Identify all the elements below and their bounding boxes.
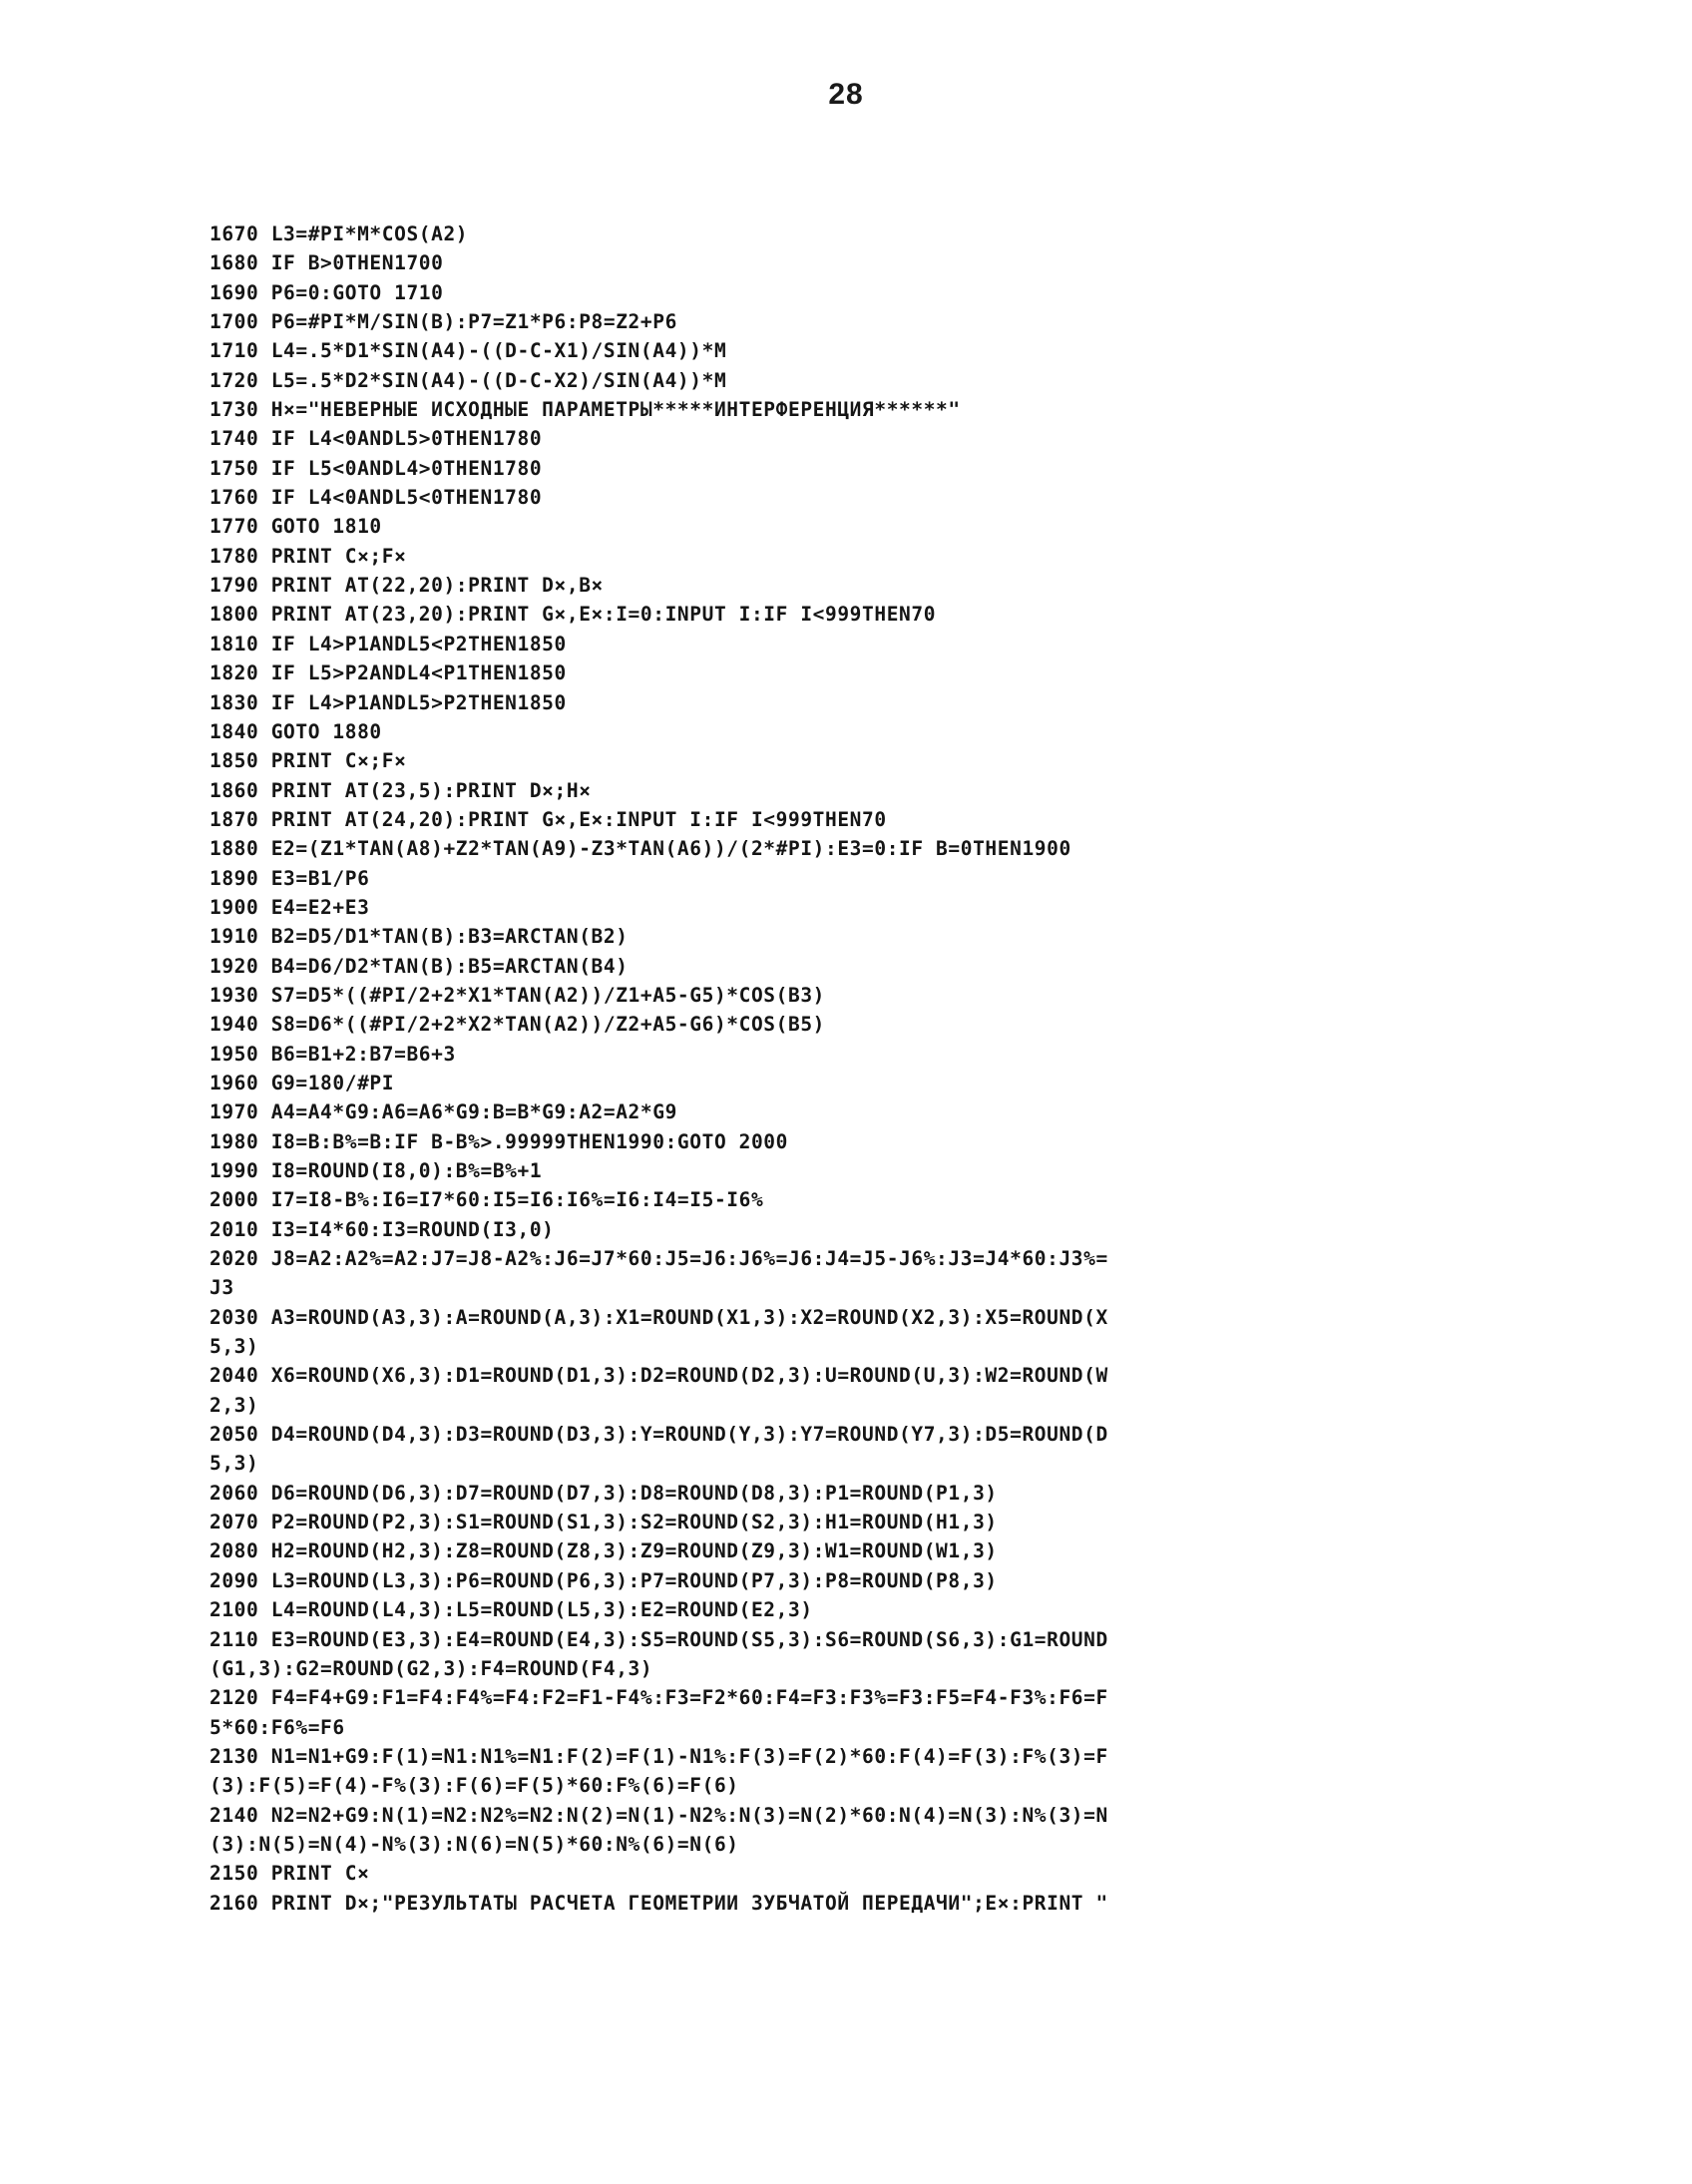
code-line: 2050 D4=ROUND(D4,3):D3=ROUND(D3,3):Y=ROUND(Y,3):Y7=ROUND(Y7,3):D5=ROUND(D xyxy=(210,1423,1108,1447)
code-line: 1810 IF L4>P1ANDL5<P2THEN1850 xyxy=(210,632,567,655)
code-line: 2040 X6=ROUND(X6,3):D1=ROUND(D1,3):D2=ROUND(D2,3):U=ROUND(U,3):W2=ROUND(W xyxy=(210,1364,1108,1388)
code-line: 1920 B4=D6/D2*TAN(B):B5=ARCTAN(B4) xyxy=(210,954,629,978)
code-line: 2100 L4=ROUND(L4,3):L5=ROUND(L5,3):E2=ROUND(E2,3) xyxy=(210,1598,813,1622)
code-line: 1830 IF L4>P1ANDL5>P2THEN1850 xyxy=(210,690,567,714)
code-line: 1870 PRINT AT(24,20):PRINT G×,E×:INPUT I:IF I<999THEN70 xyxy=(210,807,887,831)
code-line: 2090 L3=ROUND(L3,3):P6=ROUND(P6,3):P7=ROUND(P7,3):P8=ROUND(P8,3) xyxy=(210,1568,998,1592)
code-line: 1670 L3=#PI*M*COS(A2) xyxy=(210,222,469,245)
code-line: 1820 IF L5>P2ANDL4<P1THEN1850 xyxy=(210,661,567,685)
code-line: 1720 L5=.5*D2*SIN(A4)-((D-C-X2)/SIN(A4))*M xyxy=(210,368,727,392)
code-line: 5,3) xyxy=(210,1452,259,1476)
code-line: 1800 PRINT AT(23,20):PRINT G×,E×:I=0:INPUT I:IF I<999THEN70 xyxy=(210,603,937,627)
code-line: 2110 E3=ROUND(E3,3):E4=ROUND(E4,3):S5=ROUND(S5,3):S6=ROUND(S6,3):G1=ROUND xyxy=(210,1627,1108,1651)
code-line: (3):F(5)=F(4)-F%(3):F(6)=F(5)*60:F%(6)=F(6) xyxy=(210,1774,739,1798)
code-line: 1910 B2=D5/D1*TAN(B):B3=ARCTAN(B2) xyxy=(210,925,629,949)
basic-program-listing xyxy=(210,219,1496,1918)
code-line: 2,3) xyxy=(210,1393,259,1417)
code-line: 2150 PRINT C× xyxy=(210,1862,370,1886)
code-line: 2140 N2=N2+G9:N(1)=N2:N2%=N2:N(2)=N(1)-N2%:N(3)=N(2)*60:N(4)=N(3):N%(3)=N xyxy=(210,1803,1108,1827)
code-line: (G1,3):G2=ROUND(G2,3):F4=ROUND(F4,3) xyxy=(210,1656,653,1680)
code-line: (3):N(5)=N(4)-N%(3):N(6)=N(5)*60:N%(6)=N(6) xyxy=(210,1832,739,1856)
code-line: 5,3) xyxy=(210,1335,259,1359)
code-line: 1780 PRINT C×;F× xyxy=(210,544,407,568)
code-line: 2000 I7=I8-B%:I6=I7*60:I5=I6:I6%=I6:I4=I5-I6% xyxy=(210,1188,764,1212)
code-line: 2130 N1=N1+G9:F(1)=N1:N1%=N1:F(2)=F(1)-N1%:F(3)=F(2)*60:F(4)=F(3):F%(3)=F xyxy=(210,1744,1108,1768)
code-line: 1710 L4=.5*D1*SIN(A4)-((D-C-X1)/SIN(A4))*M xyxy=(210,339,727,363)
code-line: 1690 P6=0:GOTO 1710 xyxy=(210,280,444,304)
code-line: 2120 F4=F4+G9:F1=F4:F4%=F4:F2=F1-F4%:F3=F2*60:F4=F3:F3%=F3:F5=F4-F3%:F6=F xyxy=(210,1686,1108,1710)
code-line: 1860 PRINT AT(23,5):PRINT D×;H× xyxy=(210,778,592,802)
code-line: 1740 IF L4<0ANDL5>0THEN1780 xyxy=(210,427,543,451)
code-line: 1840 GOTO 1880 xyxy=(210,719,382,743)
code-line: 2010 I3=I4*60:I3=ROUND(I3,0) xyxy=(210,1217,555,1241)
code-line: J3 xyxy=(210,1276,234,1300)
code-line: 2020 J8=A2:A2%=A2:J7=J8-A2%:J6=J7*60:J5=J6:J6%=J6:J4=J5-J6%:J3=J4*60:J3%= xyxy=(210,1247,1108,1271)
code-line: 1990 I8=ROUND(I8,0):B%=B%+1 xyxy=(210,1159,543,1182)
code-line: 1960 G9=180/#PI xyxy=(210,1071,395,1094)
code-line: 1760 IF L4<0ANDL5<0THEN1780 xyxy=(210,486,543,510)
code-line: 1730 H×="НЕВЕРНЫЕ ИСХОДНЫЕ ПАРАМЕТРЫ*****ИНТЕРФЕРЕНЦИЯ******" xyxy=(210,398,961,422)
page-number: 28 xyxy=(828,78,864,111)
code-line: 2080 H2=ROUND(H2,3):Z8=ROUND(Z8,3):Z9=ROUND(Z9,3):W1=ROUND(W1,3) xyxy=(210,1539,998,1563)
code-line: 1900 E4=E2+E3 xyxy=(210,895,370,919)
code-line: 1970 A4=A4*G9:A6=A6*G9:B=B*G9:A2=A2*G9 xyxy=(210,1100,677,1124)
code-line: 1880 E2=(Z1*TAN(A8)+Z2*TAN(A9)-Z3*TAN(A6))/(2*#PI):E3=0:IF B=0THEN1900 xyxy=(210,837,1071,861)
code-line: 1950 B6=B1+2:B7=B6+3 xyxy=(210,1042,456,1066)
code-line: 2070 P2=ROUND(P2,3):S1=ROUND(S1,3):S2=ROUND(S2,3):H1=ROUND(H1,3) xyxy=(210,1511,998,1534)
code-line: 1890 E3=B1/P6 xyxy=(210,866,370,890)
code-line: 1930 S7=D5*((#PI/2+2*X1*TAN(A2))/Z1+A5-G5)*COS(B3) xyxy=(210,983,825,1007)
code-line: 1940 S8=D6*((#PI/2+2*X2*TAN(A2))/Z2+A5-G6)*COS(B5) xyxy=(210,1013,825,1037)
code-line: 5*60:F6%=F6 xyxy=(210,1715,345,1739)
code-line: 2060 D6=ROUND(D6,3):D7=ROUND(D7,3):D8=ROUND(D8,3):P1=ROUND(P1,3) xyxy=(210,1481,998,1505)
code-line: 1980 I8=B:B%=B:IF B-B%>.99999THEN1990:GOTO 2000 xyxy=(210,1129,788,1153)
code-line: 1700 P6=#PI*M/SIN(B):P7=Z1*P6:P8=Z2+P6 xyxy=(210,310,677,334)
code-line: 1790 PRINT AT(22,20):PRINT D×,B× xyxy=(210,574,604,598)
code-line: 1750 IF L5<0ANDL4>0THEN1780 xyxy=(210,456,543,480)
code-line: 1680 IF B>0THEN1700 xyxy=(210,251,444,275)
code-line: 2030 A3=ROUND(A3,3):A=ROUND(A,3):X1=ROUND(X1,3):X2=ROUND(X2,3):X5=ROUND(X xyxy=(210,1305,1108,1329)
code-line: 2160 PRINT D×;"РЕЗУЛЬТАТЫ РАСЧЕТА ГЕОМЕТРИИ ЗУБЧАТОЙ ПЕРЕДАЧИ";E×:PRINT " xyxy=(210,1891,1108,1915)
code-line: 1850 PRINT C×;F× xyxy=(210,749,407,773)
code-line: 1770 GOTO 1810 xyxy=(210,515,382,539)
